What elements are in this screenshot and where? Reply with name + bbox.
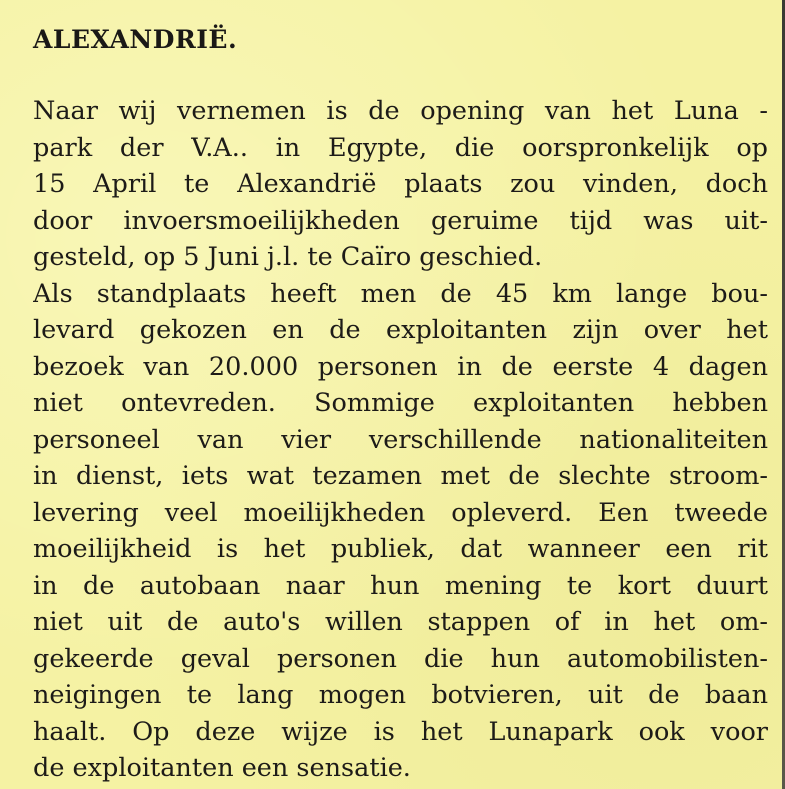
article-line: levard gekozen en de exploitanten zijn over het bbox=[33, 315, 768, 345]
article-line: Als standplaats heeft men de 45 km lange bou- bbox=[33, 278, 768, 309]
article-line: in de autobaan naar hun mening te kort duurt bbox=[33, 570, 768, 601]
article-line: Naar wij vernemen is de opening van het Luna - bbox=[33, 96, 768, 126]
article-line: niet ontevreden. Sommige exploitanten hebben bbox=[33, 388, 768, 418]
article-line: in dienst, iets wat tezamen met de slechte stroom- bbox=[33, 461, 768, 491]
article-line: levering veel moeilijkheden opleverd. Een tweede bbox=[33, 497, 768, 528]
article-line: moeilijkheid is het publiek, dat wanneer een rit bbox=[33, 534, 768, 564]
article-line: gekeerde geval personen die hun automobilisten- bbox=[33, 643, 768, 674]
article-line: 15 April te Alexandrië plaats zou vinden, doch bbox=[33, 169, 768, 199]
article-line: gesteld, op 5 Juni j.l. te Caïro geschied. bbox=[33, 242, 543, 272]
article-line: haalt. Op deze wijze is het Lunapark ook voor bbox=[33, 716, 768, 747]
article-body bbox=[33, 93, 768, 787]
article-line: neigingen te lang mogen botvieren, uit de baan bbox=[33, 680, 768, 710]
article-line: niet uit de auto's willen stappen of in het om- bbox=[33, 607, 768, 637]
article-title: ALEXANDRIË. bbox=[33, 25, 238, 54]
article-line: bezoek van 20.000 personen in de eerste 4 dagen bbox=[33, 351, 768, 382]
article-line: de exploitanten een sensatie. bbox=[33, 753, 411, 783]
article-line: personeel van vier verschillende nationaliteiten bbox=[33, 424, 768, 455]
article-line: park der V.A.. in Egypte, die oorspronkelijk op bbox=[33, 132, 768, 163]
article-line: door invoersmoeilijkheden geruime tijd was uit- bbox=[33, 205, 768, 236]
